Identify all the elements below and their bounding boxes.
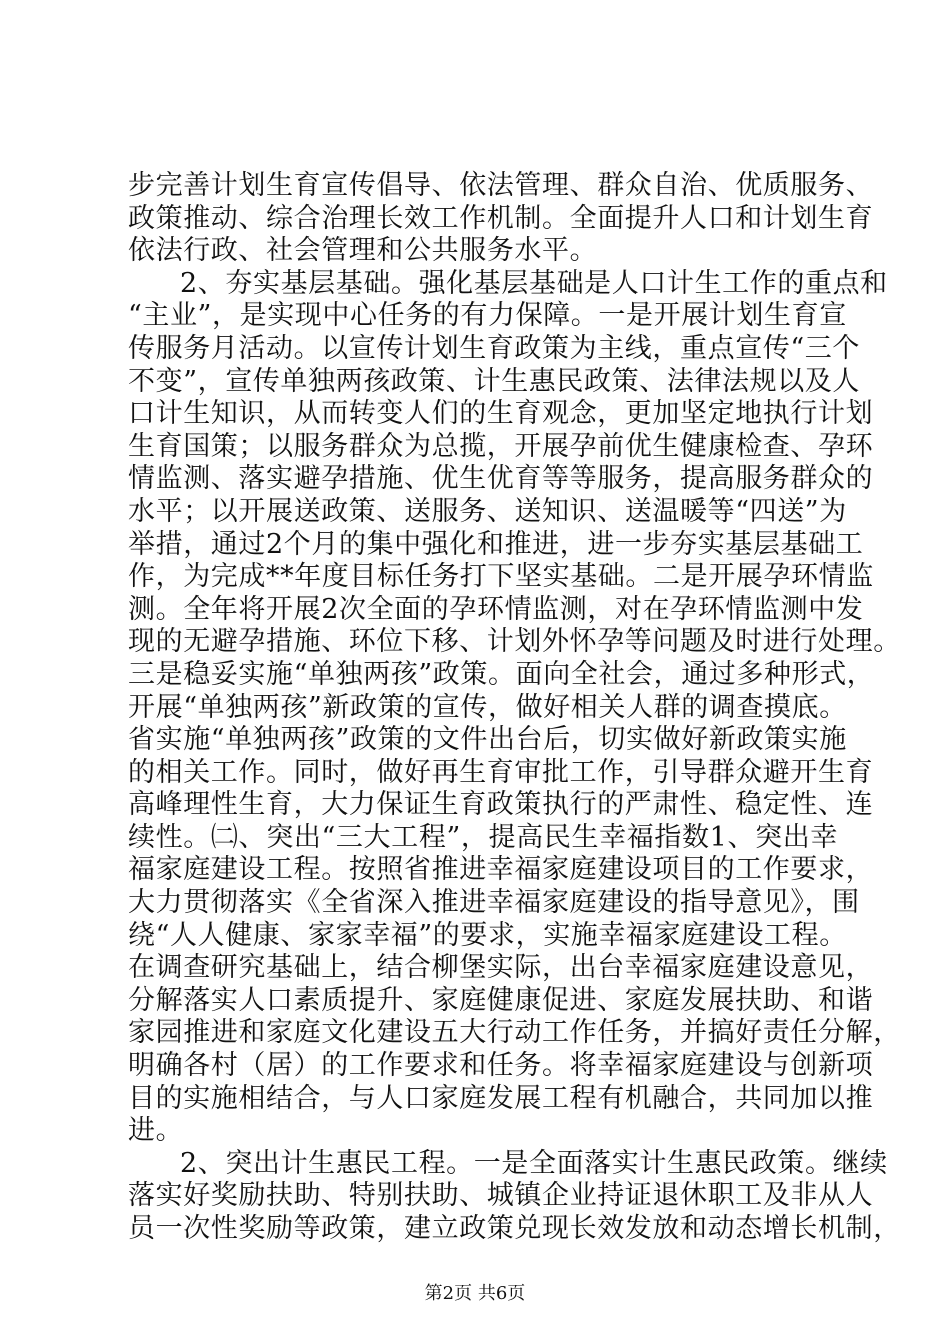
- text-line: 不变”，宣传单独两孩政策、计生惠民政策、法律法规以及人: [128, 365, 861, 397]
- text-line: 省实施“单独两孩”政策的文件出台后，切实做好新政策实施: [128, 724, 847, 756]
- text-line: 在调查研究基础上，结合柳堡实际，出台幸福家庭建设意见，: [128, 952, 874, 984]
- page-number-footer: 第2页 共6页: [424, 1283, 526, 1304]
- text-line: “主业”，是实现中心任务的有力保障。一是开展计划生育宣: [128, 300, 847, 332]
- text-line: 依法行政、社会管理和公共服务水平。: [128, 235, 598, 267]
- text-line: 的相关工作。同时，做好再生育审批工作，引导群众避开生育: [128, 756, 874, 788]
- paragraph-start-line: 2、突出计生惠民工程。一是全面落实计生惠民政策。继续: [180, 1147, 888, 1179]
- text-line: 福家庭建设工程。按照省推进幸福家庭建设项目的工作要求，: [128, 854, 874, 886]
- text-line: 开展“单独两孩”新政策的宣传，做好相关人群的调查摸底。: [128, 691, 847, 723]
- text-line: 政策推动、综合治理长效工作机制。全面提升人口和计划生育: [128, 202, 874, 234]
- text-line: 现的无避孕措施、环位下移、计划外怀孕等问题及时进行处理。: [128, 626, 901, 658]
- body-text: [128, 170, 901, 1246]
- text-line: 目的实施相结合，与人口家庭发展工程有机融合，共同加以推: [128, 1082, 874, 1114]
- text-line: 传服务月活动。以宣传计划生育政策为主线，重点宣传“三个: [128, 332, 861, 364]
- text-line: 落实好奖励扶助、特别扶助、城镇企业持证退休职工及非从人: [128, 1180, 874, 1212]
- text-line: 生育国策；以服务群众为总揽，开展孕前优生健康检查、孕环: [128, 430, 874, 462]
- text-line: 进。: [128, 1115, 184, 1147]
- text-line: 口计生知识，从而转变人们的生育观念，更加坚定地执行计划: [128, 398, 874, 430]
- text-line: 测。全年将开展2次全面的孕环情监测，对在孕环情监测中发: [128, 593, 864, 625]
- text-line: 举措，通过2个月的集中强化和推进，进一步夯实基层基础工: [128, 528, 864, 560]
- text-line: 水平；以开展送政策、送服务、送知识、送温暖等“四送”为: [128, 495, 847, 527]
- text-line: 高峰理性生育，大力保证生育政策执行的严肃性、稳定性、连: [128, 789, 874, 821]
- text-line: 情监测、落实避孕措施、优生优育等等服务，提高服务群众的: [128, 463, 874, 495]
- text-line: 员一次性奖励等政策，建立政策兑现长效发放和动态增长机制，: [128, 1213, 901, 1244]
- text-line: 步完善计划生育宣传倡导、依法管理、群众自治、优质服务、: [128, 170, 874, 201]
- text-line: 大力贯彻落实《全省深入推进幸福家庭建设的指导意见》，围: [128, 887, 860, 919]
- text-line: 分解落实人口素质提升、家庭健康促进、家庭发展扶助、和谐: [128, 984, 874, 1016]
- text-line: 绕“人人健康、家家幸福”的要求，实施幸福家庭建设工程。: [128, 919, 847, 951]
- text-line: 三是稳妥实施“单独两孩”政策。面向全社会，通过多种形式，: [128, 658, 875, 690]
- text-line: 家园推进和家庭文化建设五大行动工作任务，并搞好责任分解，: [128, 1017, 901, 1049]
- text-line: 明确各村（居）的工作要求和任务。将幸福家庭建设与创新项: [128, 1050, 874, 1082]
- text-line: 续性。㈡、突出“三大工程”，提高民生幸福指数1、突出幸: [128, 821, 838, 853]
- text-line: 作，为完成**年度目标任务打下坚实基础。二是开展孕环情监: [128, 561, 874, 593]
- paragraph-start-line: 2、夯实基层基础。强化基层基础是人口计生工作的重点和: [180, 267, 888, 299]
